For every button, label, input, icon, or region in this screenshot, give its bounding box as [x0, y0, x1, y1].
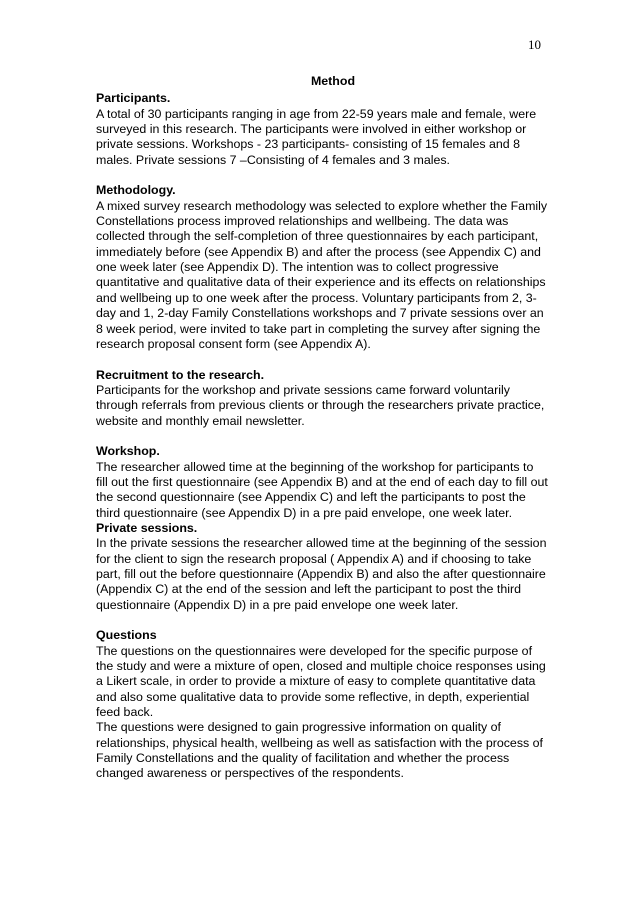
section-questions — [96, 628, 548, 781]
section-recruitment — [96, 368, 548, 429]
paragraph-workshop: The researcher allowed time at the beginning of the workshop for participants to fill out the first questionnaire (see Appendix B) and at the end of each day to fill out the second questionnaire (see Appendix C) and left the participants to post the third questionnaire (see Appendix D) in a pre paid envelope, one week later. — [96, 459, 548, 520]
paragraph-participants: A total of 30 participants ranging in age from 22-59 years male and female, were surveyed in this research. The participants were involved in either workshop or private sessions. Workshops - 23 participants- consisting of 15 females and 8 males. Private sessions 7 –Consisting of 4 females and 3 males. — [96, 106, 537, 167]
document-body — [96, 74, 548, 782]
paragraph-private-sessions: In the private sessions the researcher allowed time at the beginning of the session for the client to sign the research proposal ( Appendix A) and if choosing to take part, fill out the before questionnaire (Appendix B) and also the after questionnaire (Appendix C) at the end of the session and left the participant to post the third questionnaire (Appendix D) in a pre paid envelope one week later. — [96, 536, 547, 612]
heading-workshop: Workshop. — [96, 444, 160, 459]
section-workshop — [96, 444, 548, 521]
paragraph-questions: The questions on the questionnaires were developed for the specific purpose of the study and were a mixture of open, closed and multiple choice responses using a Likert scale, in order to provide a mixture of easy to complete quantitative data and also some qualitative data to provide some reflective, in depth, experiential feed back. — [96, 643, 546, 720]
section-methodology — [96, 183, 548, 352]
heading-private-sessions: Private sessions. — [96, 520, 198, 535]
page-title: Method — [310, 74, 356, 88]
heading-methodology: Methodology. — [96, 183, 176, 198]
paragraph-methodology: A mixed survey research methodology was selected to explore whether the Family Constellations process improved relationships and wellbeing. The data was collected through the self-completion of three questionnaires by each participant, immediately before (see Appendix B) and after the process (see Appendix C) and one week later (see Appendix D). The intention was to collect progressive quantitative and qualitative data of their experience and its effects on relationships and wellbeing up to one week after the process. Voluntary participants from 2, 3-day and 1, 2-day Family Constellations workshops and 7 private sessions over an 8 week period, were invited to take part in completing the survey after signing the research proposal consent form (see Appendix A). — [96, 198, 548, 351]
page-number: 10 — [528, 37, 541, 52]
heading-recruitment: Recruitment to the research. — [96, 367, 265, 382]
paragraph-questions-2: The questions were designed to gain progressive information on quality of relationships, physical health, wellbeing as well as satisfaction with the process of Family Constellations and the quality of facilitation and whether the process changed awareness or perspectives of the respondents. — [96, 720, 543, 781]
heading-participants: Participants. — [96, 91, 171, 106]
section-private-sessions — [96, 521, 548, 613]
paragraph-recruitment: Participants for the workshop and private sessions came forward voluntarily through referrals from previous clients or through the researchers private practice, website and monthly email newsletter. — [96, 382, 545, 428]
section-participants — [96, 91, 548, 168]
heading-questions: Questions — [96, 628, 157, 643]
